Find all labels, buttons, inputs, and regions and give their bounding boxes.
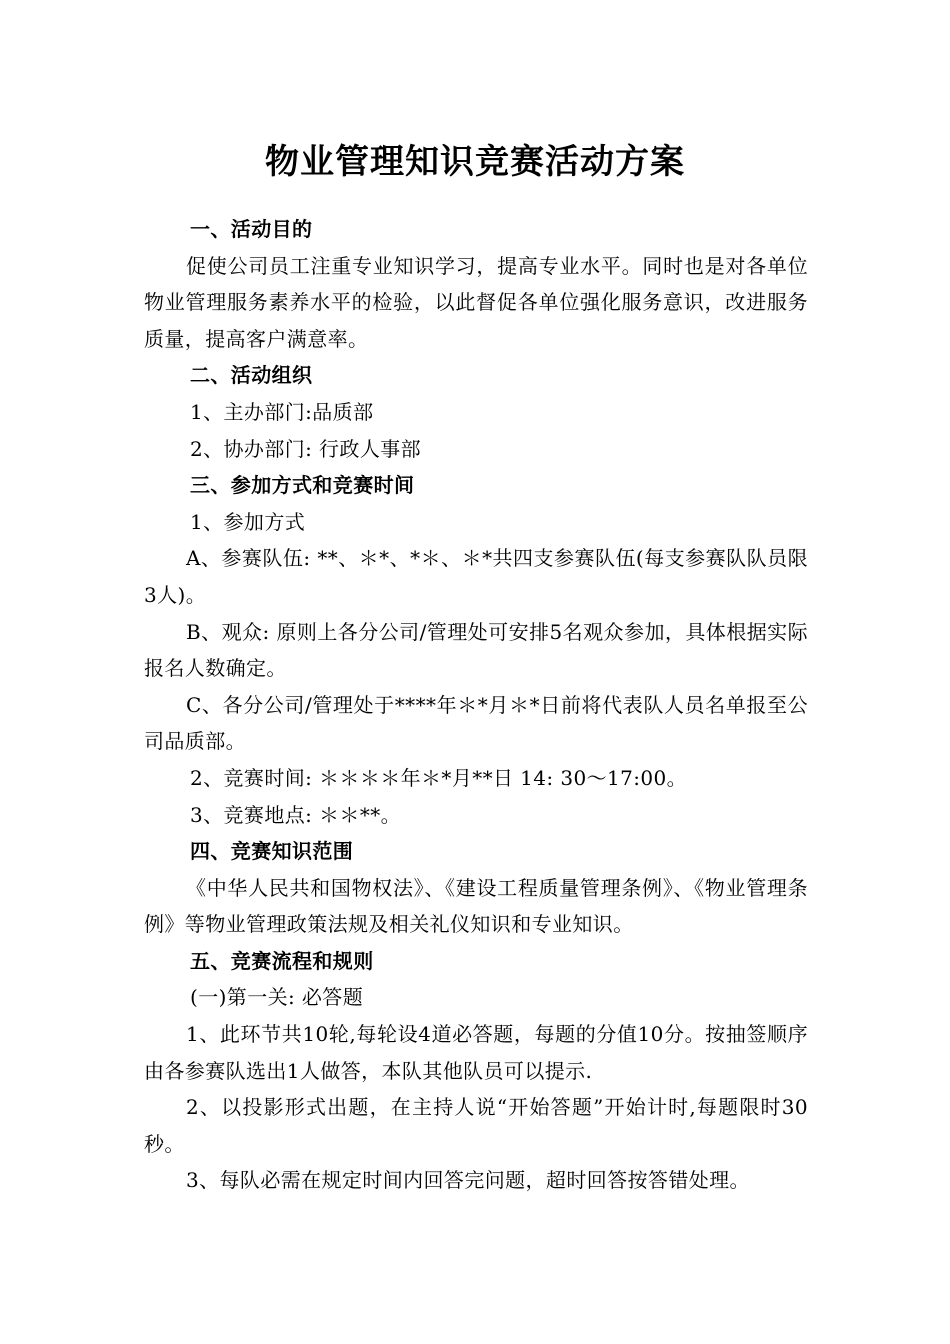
paragraph-teams: A、参赛队伍: **、＊*、*＊、＊*共四支参赛队伍(每支参赛队队员限3人)。 (144, 546, 808, 607)
paragraph-round-one-rule-1: 1、此环节共10轮,每轮设4道必答题，每题的分值10分。按抽签顺序由各参赛队选出1人做答，本队其他队员可以提示. (144, 1022, 808, 1083)
section-heading-organization: 二、活动组织 (190, 363, 313, 388)
list-item-competition-time: 2、竞赛时间: ＊＊＊＊年＊*月**日 14: 30～17:00。 (190, 765, 688, 790)
paragraph-audience: B、观众: 原则上各分公司/管理处可安排5名观众参加，具体根据实际报名人数确定。 (144, 619, 808, 681)
document-body (144, 211, 808, 1199)
section-heading-purpose: 一、活动目的 (190, 217, 313, 241)
document-title: 物业管理知识竞赛活动方案 (265, 142, 685, 182)
section-heading-participation: 三、参加方式和竞赛时间 (190, 473, 415, 498)
list-item-competition-venue: 3、竞赛地点: ＊＊**。 (190, 802, 402, 827)
list-item-round-one: (一)第一关: 必答题 (190, 985, 364, 1010)
paragraph-round-one-rule-2: 2、以投影形式出题，在主持人说“开始答题”开始计时,每题限时30秒。 (144, 1095, 808, 1156)
section-heading-knowledge-scope: 四、竞赛知识范围 (190, 839, 354, 864)
paragraph-knowledge-scope: 《中华人民共和国物权法》、《建设工程质量管理条例》、《物业管理条例》等物业管理政策法规及相关礼仪知识和专业知识。 (144, 875, 808, 937)
paragraph-round-one-rule-3: 3、每队必需在规定时间内回答完问题，超时回答按答错处理。 (186, 1168, 750, 1193)
list-item-participation-method: 1、参加方式 (190, 509, 306, 534)
paragraph-roster-submission: C、各分公司/管理处于****年＊*月＊*日前将代表队人员名单报至公司品质部。 (144, 692, 808, 754)
section-heading-process-rules: 五、竞赛流程和规则 (190, 948, 374, 973)
list-item-co-host-department: 2、协办部门: 行政人事部 (190, 436, 422, 461)
list-item-host-department: 1、主办部门:品质部 (190, 399, 374, 424)
paragraph-purpose: 促使公司员工注重专业知识学习，提高专业水平。同时也是对各单位物业管理服务素养水平的检验，以此督促各单位强化服务意识，改进服务质量，提高客户满意率。 (144, 253, 808, 351)
